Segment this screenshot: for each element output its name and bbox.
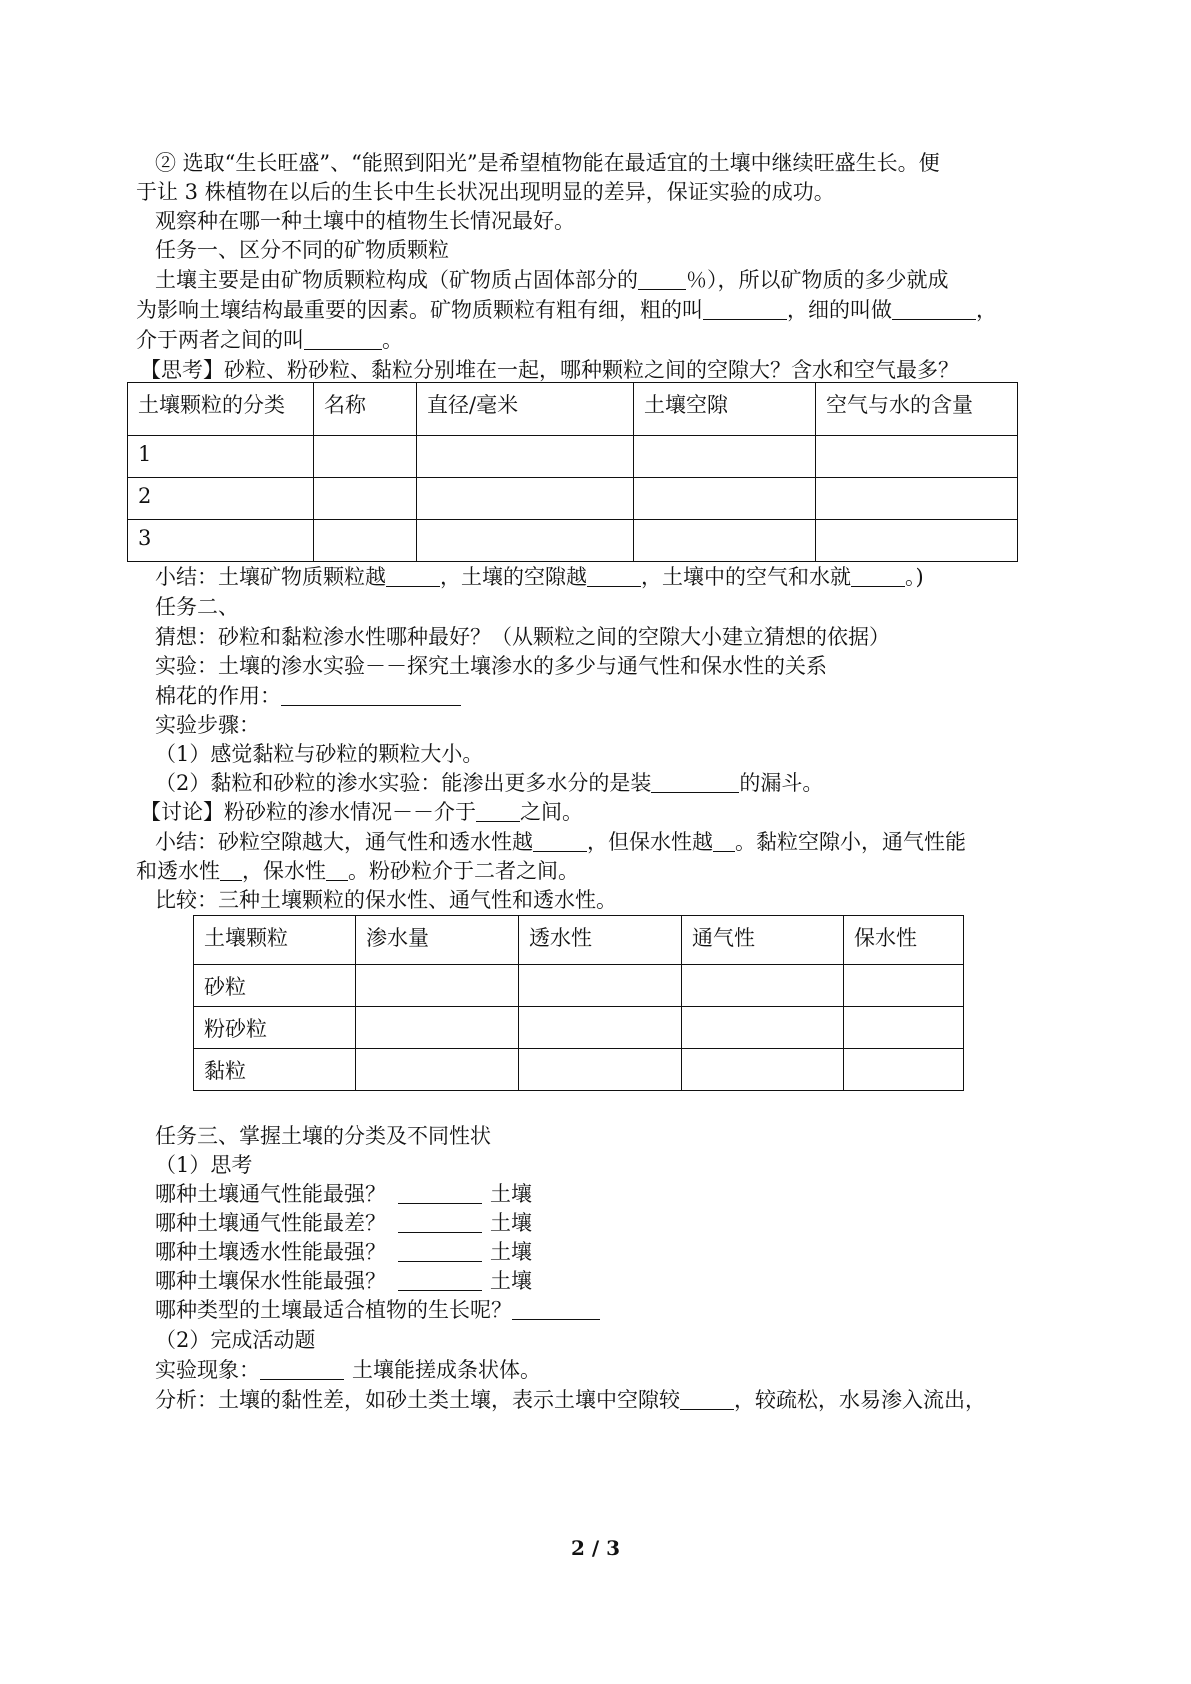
table-row bbox=[128, 478, 1018, 520]
text: 和透水性 bbox=[136, 859, 220, 883]
section-title: 任务三、掌握土壤的分类及不同性状 bbox=[155, 1124, 491, 1148]
table-header-cell: 通气性 bbox=[682, 916, 844, 965]
text: 的漏斗。 bbox=[739, 771, 824, 795]
table-header-cell: 名称 bbox=[314, 383, 417, 436]
blank-line bbox=[703, 297, 787, 320]
table-cell bbox=[314, 478, 417, 520]
text: 土壤主要是由矿物质颗粒构成（矿物质占固体部分的 bbox=[155, 268, 638, 292]
summary-line bbox=[155, 562, 924, 592]
question-line bbox=[155, 1179, 532, 1209]
text: ， bbox=[976, 298, 997, 322]
table-header-cell: 空气与水的含量 bbox=[816, 383, 1018, 436]
table-header-cell: 渗水量 bbox=[356, 916, 519, 965]
paragraph-line: 观察种在哪一种土壤中的植物生长情况最好。 bbox=[155, 209, 575, 233]
table-cell bbox=[417, 520, 634, 562]
text: 哪种土壤透水性能最强？ bbox=[155, 1240, 386, 1264]
table-cell bbox=[844, 1007, 964, 1049]
section-title: 任务一、区分不同的矿物质颗粒 bbox=[155, 238, 449, 262]
text: （2）黏粒和砂粒的渗水实验：能渗出更多水分的是装 bbox=[155, 771, 652, 795]
comparison-table bbox=[193, 915, 964, 1091]
paragraph-line bbox=[155, 1355, 541, 1385]
blank-line bbox=[260, 1357, 344, 1380]
blank-line bbox=[533, 829, 587, 852]
text: 介于两者之间的叫 bbox=[136, 328, 304, 352]
table-header-cell: 直径/毫米 bbox=[417, 383, 634, 436]
question-line bbox=[155, 1208, 532, 1238]
table-cell: 2 bbox=[128, 478, 314, 520]
blank-line bbox=[386, 564, 440, 587]
blank-line bbox=[398, 1239, 482, 1262]
table-row bbox=[128, 436, 1018, 478]
table-row bbox=[194, 965, 964, 1007]
table-cell bbox=[634, 478, 816, 520]
paragraph-line: 比较：三种土壤颗粒的保水性、通气性和透水性。 bbox=[155, 888, 617, 912]
table-cell bbox=[634, 520, 816, 562]
paragraph-line: ② 选取“生长旺盛”、“能照到阳光”是希望植物能在最适宜的土壤中继续旺盛生长。便 bbox=[155, 151, 940, 175]
table-cell bbox=[844, 1049, 964, 1091]
blank-line bbox=[512, 1297, 600, 1320]
text: 土壤 bbox=[490, 1182, 532, 1206]
table-header-cell: 保水性 bbox=[844, 916, 964, 965]
text: 小结：砂粒空隙越大，通气性和透水性越 bbox=[155, 830, 533, 854]
table-cell bbox=[356, 1049, 519, 1091]
blank-line bbox=[638, 267, 686, 290]
blank-line bbox=[326, 858, 348, 881]
table-cell bbox=[816, 520, 1018, 562]
blank-line bbox=[587, 564, 641, 587]
text: 分析：土壤的黏性差，如砂土类土壤，表示土壤中空隙较 bbox=[155, 1388, 680, 1412]
blank-line bbox=[680, 1387, 734, 1410]
blank-line bbox=[398, 1268, 482, 1291]
paragraph-line bbox=[136, 295, 997, 325]
question-line bbox=[155, 1237, 532, 1267]
text: ，土壤的空隙越 bbox=[440, 565, 587, 589]
text: 棉花的作用： bbox=[155, 684, 281, 708]
table-cell bbox=[682, 1007, 844, 1049]
paragraph-line: 猜想：砂粒和黏粒渗水性哪种最好？（从颗粒之间的空隙大小建立猜想的依据） bbox=[155, 625, 890, 649]
think-prompt: 【思考】砂粒、粉砂粒、黏粒分别堆在一起，哪种颗粒之间的空隙大？含水和空气最多？ bbox=[140, 358, 959, 382]
table-header-cell: 土壤颗粒的分类 bbox=[128, 383, 314, 436]
blank-line bbox=[851, 564, 905, 587]
table-cell bbox=[356, 1007, 519, 1049]
paragraph-line: 实验步骤： bbox=[155, 713, 260, 737]
table-row bbox=[194, 1007, 964, 1049]
text: 土壤 bbox=[490, 1269, 532, 1293]
paragraph-line bbox=[155, 768, 823, 798]
text: 。 bbox=[382, 328, 403, 352]
blank-line bbox=[476, 799, 520, 822]
table-row bbox=[194, 1049, 964, 1091]
table-cell: 黏粒 bbox=[194, 1049, 356, 1091]
paragraph-line bbox=[155, 1385, 986, 1415]
summary-line bbox=[136, 856, 579, 886]
summary-line bbox=[155, 827, 966, 857]
section-title: 任务二、 bbox=[155, 595, 239, 619]
table-cell bbox=[816, 478, 1018, 520]
text: 土壤 bbox=[490, 1211, 532, 1235]
table-cell bbox=[314, 436, 417, 478]
paragraph-line: （1）感觉黏粒与砂粒的颗粒大小。 bbox=[155, 742, 484, 766]
text: ，保水性 bbox=[242, 859, 326, 883]
table-cell: 3 bbox=[128, 520, 314, 562]
table-cell bbox=[519, 1007, 682, 1049]
text: 哪种类型的土壤最适合植物的生长呢？ bbox=[155, 1298, 512, 1322]
blank-line bbox=[304, 327, 382, 350]
table-header-cell: 土壤颗粒 bbox=[194, 916, 356, 965]
text: 【讨论】粉砂粒的渗水情况－－介于 bbox=[140, 800, 476, 824]
paragraph-line bbox=[140, 797, 583, 827]
table-cell bbox=[314, 520, 417, 562]
paragraph-line bbox=[155, 265, 949, 295]
blank-line bbox=[398, 1210, 482, 1233]
table-cell bbox=[844, 965, 964, 1007]
table-cell bbox=[417, 436, 634, 478]
paragraph-line: （2）完成活动题 bbox=[155, 1328, 316, 1352]
table-cell bbox=[682, 965, 844, 1007]
question-line bbox=[155, 1266, 532, 1296]
page-number: 2 / 3 bbox=[570, 1536, 621, 1560]
text: 哪种土壤通气性能最差？ bbox=[155, 1211, 386, 1235]
table-cell: 粉砂粒 bbox=[194, 1007, 356, 1049]
text: ，土壤中的空气和水就 bbox=[641, 565, 851, 589]
text: ，细的叫做 bbox=[787, 298, 892, 322]
table-cell bbox=[417, 478, 634, 520]
table-cell: 砂粒 bbox=[194, 965, 356, 1007]
text: 为影响土壤结构最重要的因素。矿物质颗粒有粗有细，粗的叫 bbox=[136, 298, 703, 322]
text: 。黏粒空隙小，通气性能 bbox=[735, 830, 966, 854]
table-row bbox=[128, 520, 1018, 562]
blank-line bbox=[892, 297, 976, 320]
table-cell bbox=[519, 965, 682, 1007]
text: 。) bbox=[905, 565, 924, 589]
text: 小结：土壤矿物质颗粒越 bbox=[155, 565, 386, 589]
blank-line bbox=[713, 829, 735, 852]
table-header-row bbox=[128, 383, 1018, 436]
table-header-cell: 土壤空隙 bbox=[634, 383, 816, 436]
text: ％），所以矿物质的多少就成 bbox=[686, 268, 949, 292]
text: 之间。 bbox=[520, 800, 583, 824]
paragraph-line: 于让 3 株植物在以后的生长中生长状况出现明显的差异，保证实验的成功。 bbox=[136, 180, 835, 204]
table-cell bbox=[816, 436, 1018, 478]
paragraph-line bbox=[136, 325, 403, 355]
text: 土壤能搓成条状体。 bbox=[352, 1358, 541, 1382]
table-cell: 1 bbox=[128, 436, 314, 478]
paragraph-line: （1）思考 bbox=[155, 1153, 253, 1177]
blank-line bbox=[281, 683, 461, 706]
paragraph-line: 实验：土壤的渗水实验－－探究土壤渗水的多少与通气性和保水性的关系 bbox=[155, 654, 827, 678]
table-header-row bbox=[194, 916, 964, 965]
text: 。粉砂粒介于二者之间。 bbox=[348, 859, 579, 883]
question-line bbox=[155, 1295, 600, 1325]
table-cell bbox=[356, 965, 519, 1007]
text: ，较疏松，水易渗入流出， bbox=[734, 1388, 986, 1412]
blank-line bbox=[398, 1181, 482, 1204]
text: ，但保水性越 bbox=[587, 830, 713, 854]
blank-line bbox=[220, 858, 242, 881]
text: 哪种土壤保水性能最强？ bbox=[155, 1269, 386, 1293]
blank-line bbox=[651, 770, 739, 793]
text: 土壤 bbox=[490, 1240, 532, 1264]
table-header-cell: 透水性 bbox=[519, 916, 682, 965]
text: 哪种土壤通气性能最强？ bbox=[155, 1182, 386, 1206]
table-cell bbox=[682, 1049, 844, 1091]
table-cell bbox=[634, 436, 816, 478]
paragraph-line bbox=[155, 681, 461, 711]
particle-table bbox=[127, 382, 1018, 562]
table-cell bbox=[519, 1049, 682, 1091]
text: 实验现象： bbox=[155, 1358, 260, 1382]
